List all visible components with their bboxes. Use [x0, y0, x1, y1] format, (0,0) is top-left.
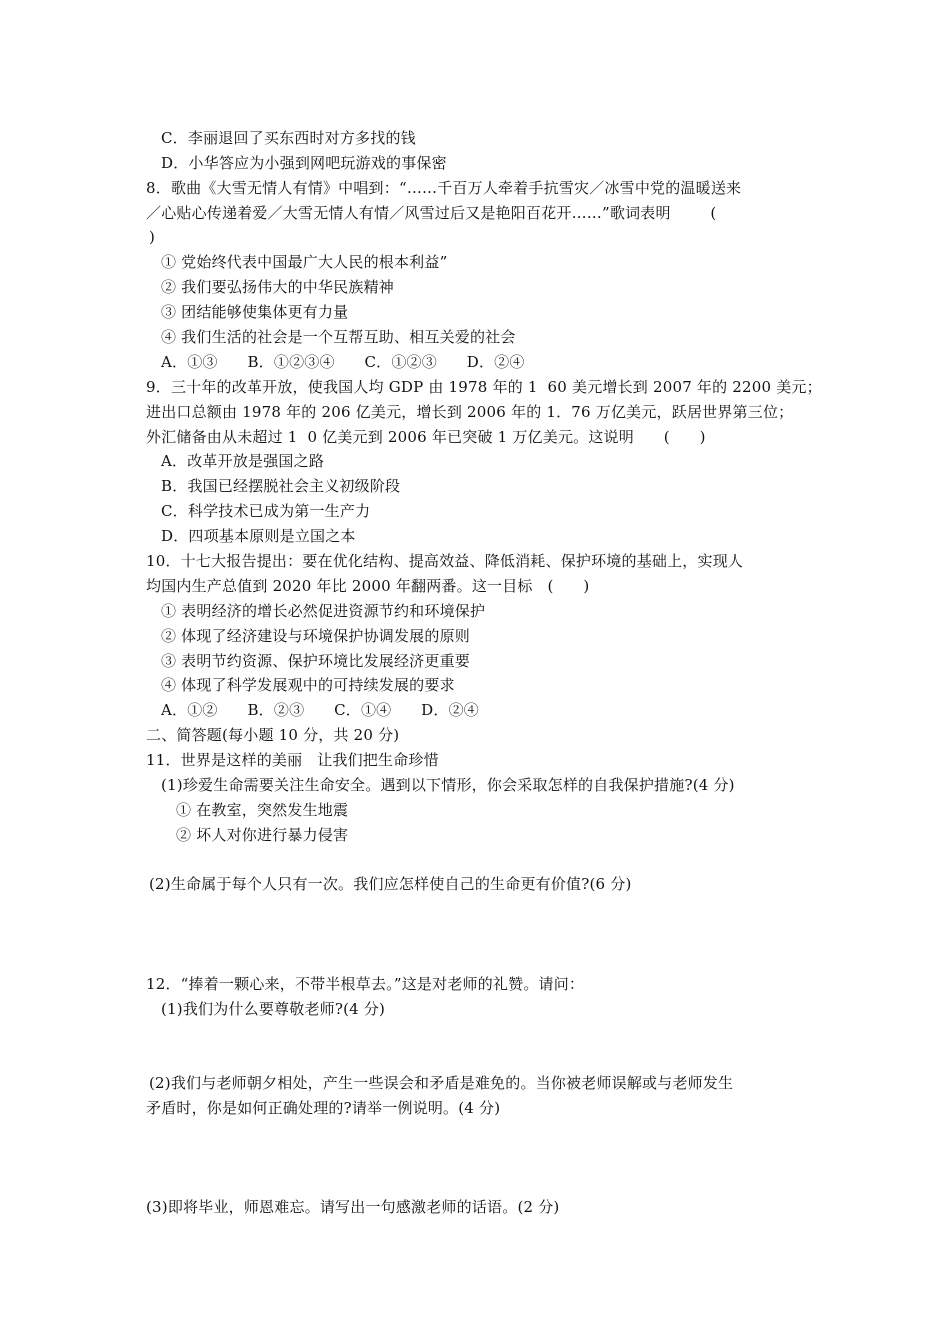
q9-stem-line1: 9．三十年的改革开放，使我国人均 GDP 由 1978 年的 1 60 美元增长到 2007 年的 2200 美元； — [146, 378, 822, 396]
q8-stem-line2: ／心贴心传递着爱／大雪无情人有情／风雪过后又是艳阳百花开……”歌词表明 ( — [146, 204, 717, 222]
q11-title: 11．世界是这样的美丽 让我们把生命珍惜 — [146, 751, 439, 769]
q8-item-1: ① 党始终代表中国最广大人民的根本利益” — [161, 253, 448, 271]
q11-part1-case-a: ① 在教室，突然发生地震 — [176, 801, 349, 819]
q9-stem-line2: 进出口总额由 1978 年的 206 亿美元，增长到 2006 年的 1．76 万亿美元，跃居世界第三位； — [146, 403, 794, 421]
q10-item-2: ② 体现了经济建设与环境保护协调发展的原则 — [161, 627, 470, 645]
q11-part1: (1)珍爱生命需要关注生命安全。遇到以下情形，你会采取怎样的自我保护措施?(4 分) — [161, 776, 735, 794]
q8-item-4: ④ 我们生活的社会是一个互帮互助、相互关爱的社会 — [161, 328, 516, 346]
q12-part2-line2: 矛盾时，你是如何正确处理的?请举一例说明。(4 分) — [146, 1099, 501, 1117]
q9-option-b: B．我国已经摆脱社会主义初级阶段 — [161, 477, 401, 495]
q10-stem-line2: 均国内生产总值到 2020 年比 2000 年翻两番。这一目标 ( ) — [146, 577, 590, 595]
q11-part1-case-b: ② 坏人对你进行暴力侵害 — [176, 826, 349, 844]
q9-option-d: D．四项基本原则是立国之本 — [161, 527, 356, 545]
q7-option-c: C．李丽退回了买东西时对方多找的钱 — [161, 129, 416, 147]
q12-part3: (3)即将毕业，师恩难忘。请写出一句感激老师的话语。(2 分) — [146, 1198, 560, 1216]
q12-title: 12．“捧着一颗心来，不带半根草去。”这是对老师的礼赞。请问： — [146, 975, 585, 993]
q7-option-d: D．小华答应为小强到网吧玩游戏的事保密 — [161, 154, 447, 172]
q10-item-3: ③ 表明节约资源、保护环境比发展经济更重要 — [161, 652, 470, 670]
q10-item-1: ① 表明经济的增长必然促进资源节约和环境保护 — [161, 602, 486, 620]
q8-item-2: ② 我们要弘扬伟大的中华民族精神 — [161, 278, 394, 296]
q9-stem-line3: 外汇储备由从未超过 1 0 亿美元到 2006 年已突破 1 万亿美元。这说明 ( ) — [146, 428, 706, 446]
q10-answer-options: A．①② B．②③ C．①④ D．②④ — [161, 701, 479, 719]
q8-stem-line1: 8．歌曲《大雪无情人有情》中唱到：“……千百万人牵着手抗雪灾／冰雪中党的温暖送来 — [146, 179, 742, 197]
q12-part1: (1)我们为什么要尊敬老师?(4 分) — [161, 1000, 386, 1018]
q11-part2: (2)生命属于每个人只有一次。我们应怎样使自己的生命更有价值?(6 分) — [149, 875, 632, 893]
q10-item-4: ④ 体现了科学发展观中的可持续发展的要求 — [161, 676, 455, 694]
q8-answer-options: A．①③ B．①②③④ C．①②③ D．②④ — [161, 353, 525, 371]
q9-option-a: A．改革开放是强国之路 — [161, 452, 325, 470]
q8-item-3: ③ 团结能够使集体更有力量 — [161, 303, 349, 321]
section-2-heading: 二、简答题(每小题 10 分，共 20 分) — [146, 726, 400, 744]
q9-option-c: C．科学技术已成为第一生产力 — [161, 502, 371, 520]
q8-stem-line3: ) — [149, 228, 156, 246]
q10-stem-line1: 10．十七大报告提出：要在优化结构、提高效益、降低消耗、保护环境的基础上，实现人 — [146, 552, 744, 570]
q12-part2-line1: (2)我们与老师朝夕相处，产生一些误会和矛盾是难免的。当你被老师误解或与老师发生 — [149, 1074, 734, 1092]
